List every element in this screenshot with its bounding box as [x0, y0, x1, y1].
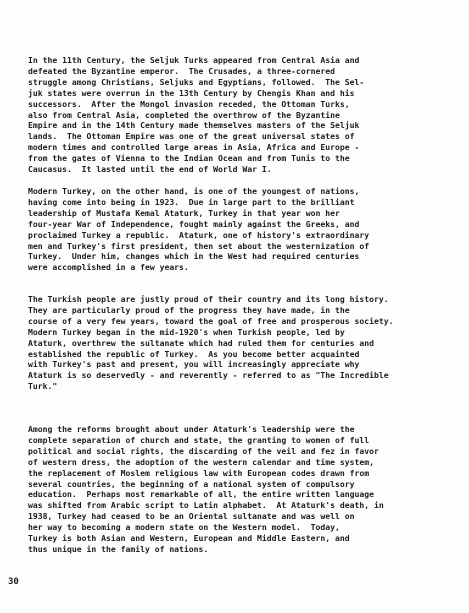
text-line: of western dress, the adoption of the western calendar and time system,: [28, 456, 374, 467]
text-line: Modern Turkey began in the mid-1920's when Turkish people, led by: [28, 326, 345, 337]
text-line: Among the reforms brought about under Ataturk's leadership were the: [28, 424, 355, 434]
text-line: defeated the Byzantine emperor. The Crusades, a three-cornered: [28, 65, 335, 76]
text-line: Ataturk, overthrew the sultanate which had ruled them for centuries and: [28, 337, 374, 348]
text-line: lands. The Ottoman Empire was one of the great universal states of: [28, 131, 355, 142]
text-line: juk states were overrun in the 13th Century by Chengis Khan and his: [28, 87, 355, 98]
text-line: several countries, the beginning of a national system of compulsory: [28, 478, 355, 489]
text-line: men and Turkey's first president, then set about the westernization of: [28, 240, 370, 251]
paragraph-ataturk-reforms: [28, 424, 444, 555]
text-line: thus unique in the family of nations.: [28, 543, 209, 554]
text-line: from the gates of Vienna to the Indian Ocean and from Tunis to the: [28, 153, 350, 164]
text-line: Turk.": [28, 381, 58, 392]
text-line: was shifted from Arabic script to Latin alphabet. At Ataturk's death, in: [28, 500, 384, 511]
text-line: four-year War of Independence, fought mainly against the Greeks, and: [28, 218, 360, 229]
text-line: with Turkey's past and present, you will increasingly appreciate why: [28, 359, 360, 370]
text-line: education. Perhaps most remarkable of all, the entire written language: [28, 489, 374, 500]
text-line: also from Central Asia, completed the overthrow of the Byzantine: [28, 109, 340, 120]
text-line: proclaimed Turkey a republic. Ataturk, one of history's extraordinary: [28, 229, 370, 240]
text-line: the replacement of Moslem religious law with European codes drawn from: [28, 467, 370, 478]
text-line: successors. After the Mongol invasion receded, the Ottoman Turks,: [28, 98, 350, 109]
text-line: They are particularly proud of the progress they have made, in the: [28, 304, 350, 315]
text-line: Caucasus. It lasted until the end of World War I.: [28, 164, 272, 175]
text-line: leadership of Mustafa Kemal Ataturk, Turkey in that year won her: [28, 207, 340, 218]
text-line: political and social rights, the discarding of the veil and fez in favor: [28, 445, 379, 456]
page-number: 30: [8, 577, 19, 587]
paragraph-turkish-people: [28, 294, 444, 392]
text-line: modern times and controlled large areas in Asia, Africa and Europe -: [28, 142, 360, 153]
text-line: were accomplished in a few years.: [28, 262, 189, 273]
text-line: her way to becoming a modern state on the Western model. Today,: [28, 522, 340, 533]
text-line: Empire and in the 14th Century made themselves masters of the Seljuk: [28, 120, 360, 131]
paragraph-modern-turkey: [28, 186, 444, 273]
paragraph-seljuk-ottoman-history: [28, 55, 444, 175]
text-line: The Turkish people are justly proud of their country and its long history.: [28, 294, 389, 304]
text-line: established the republic of Turkey. As you become better acquainted: [28, 348, 360, 359]
text-line: Ataturk is so deservedly - and reverently - referred to as "The Incredible: [28, 370, 389, 381]
text-line: course of a very few years, toward the goal of free and prosperous society.: [28, 315, 394, 326]
text-line: struggle among Christians, Seljuks and Egyptians, followed. The Sel-: [28, 76, 365, 87]
text-line: In the 11th Century, the Seljuk Turks appeared from Central Asia and: [28, 55, 360, 65]
text-line: 1938, Turkey had ceased to be an Oriental sultanate and was well on: [28, 511, 355, 522]
text-line: Turkey. Under him, changes which in the West had required centuries: [28, 251, 360, 262]
text-line: Turkey is both Asian and Western, European and Middle Eastern, and: [28, 533, 350, 544]
text-line: Modern Turkey, on the other hand, is one of the youngest of nations,: [28, 186, 360, 196]
text-line: having come into being in 1923. Due in large part to the brilliant: [28, 196, 355, 207]
text-line: complete separation of church and state, the granting to women of full: [28, 434, 370, 445]
